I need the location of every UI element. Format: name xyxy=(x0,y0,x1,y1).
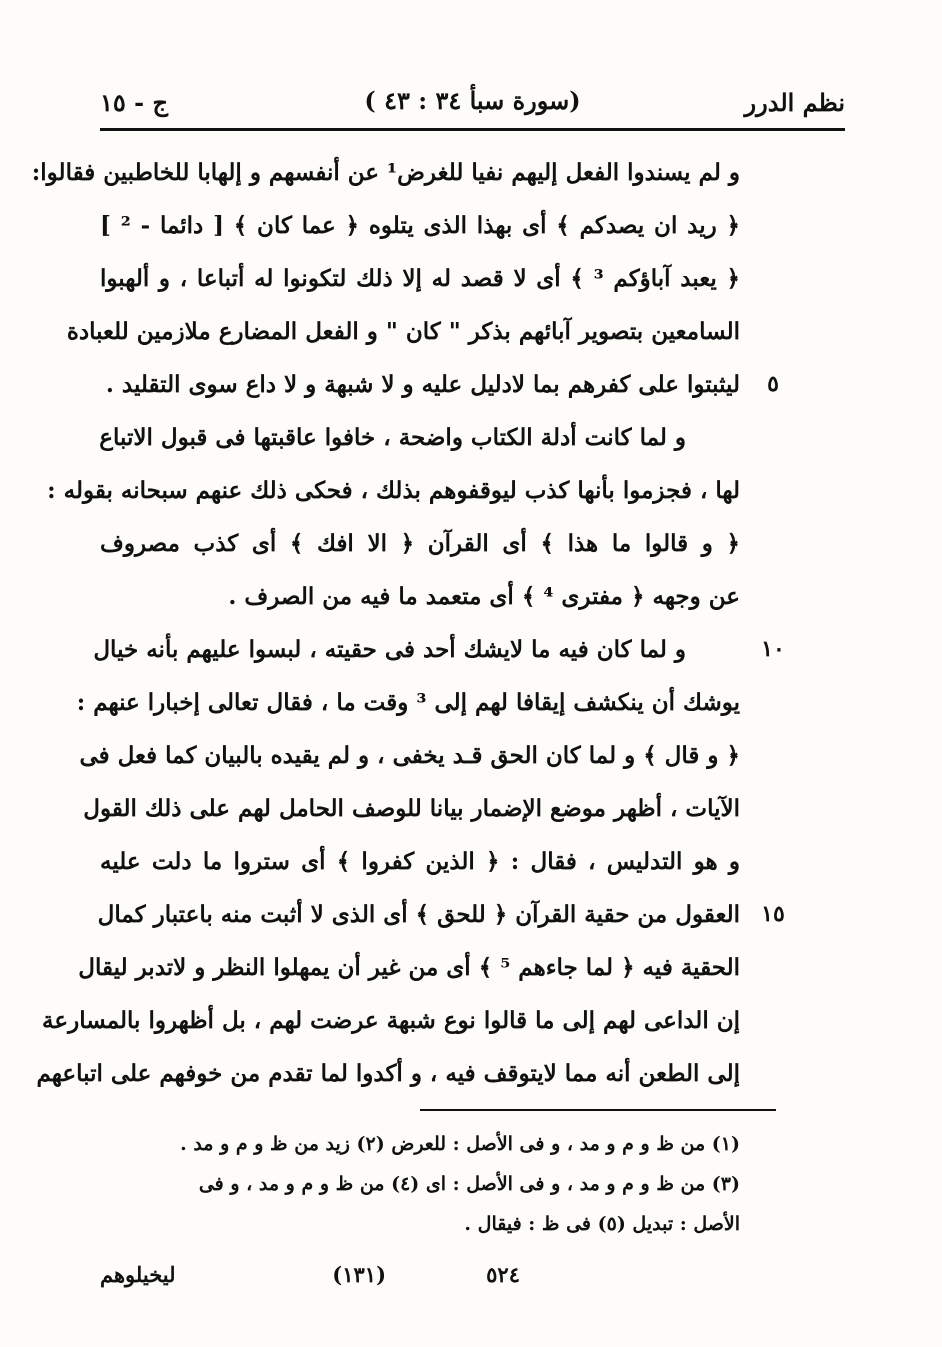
book-title: نظم الدرر xyxy=(744,88,845,117)
text-line: إلى الطعن أنه مما لايتوقف فيه ، و أكدوا لما تقدم من خوفهم على اتباعهم xyxy=(36,1060,740,1087)
line-number-10: ١٠ xyxy=(761,636,785,662)
text-line: لها ، فجزموا بأنها كذب ليوقفوهم بذلك ، فحكى ذلك عنهم سبحانه بقوله : xyxy=(47,477,740,504)
text-line: إن الداعى لهم إلى ما قالوا نوع شبهة عرضت لهم ، بل أظهروا بالمسارعة xyxy=(42,1007,740,1034)
page-footer xyxy=(100,1262,520,1298)
footnote-line: (٣) من ظ و م و مد ، و فى الأصل : اى (٤) من ظ و م و مد ، و فى xyxy=(198,1173,740,1195)
text-line: و لما كان فيه ما لايشك أحد فى حقيته ، لبسوا عليهم بأنه خيال xyxy=(93,636,686,663)
surah-reference: (سورة سبأ ٣٤ : ٤٣ ) xyxy=(364,86,581,115)
body-text xyxy=(31,146,740,1100)
footnote-rule xyxy=(420,1109,776,1111)
footnotes xyxy=(100,1124,740,1244)
text-line: عن وجهه ﴿ مفترى ⁴ ﴾ أى متعمد ما فيه من الصرف . xyxy=(228,583,740,610)
text-line: ﴿ ريد ان يصدكم ﴾ أى بهذا الذى يتلوه ﴿ عما كان ﴾ [ دائما - ² ] xyxy=(100,212,740,239)
text-line: ﴿ و قال ﴾ و لما كان الحق قـد يخفى ، و لم يقيده بالبيان كما فعل فى xyxy=(79,742,740,769)
text-line: و لما كانت أدلة الكتاب واضحة ، خافوا عاقبتها فى قبول الاتباع xyxy=(99,424,686,451)
text-line: السامعين بتصوير آبائهم بذكر " كان " و الفعل المضارع ملازمين للعبادة xyxy=(66,318,740,345)
text-line: ليثبتوا على كفرهم بما لادليل عليه و لا شبهة و لا داع سوى التقليد . xyxy=(105,371,740,398)
text-line: ﴿ يعبد آباؤكم ³ ﴾ أى لا قصد له إلا ذلك لتكونوا له أتباعا ، و ألهبوا xyxy=(100,265,740,292)
footnote-line: الأصل : تبديل (٥) فى ظ : فيقال . xyxy=(464,1213,740,1235)
catchword: ليخيلوهم xyxy=(100,1262,176,1287)
text-line: الآيات ، أظهر موضع الإضمار بيانا للوصف الحامل لهم على ذلك القول xyxy=(83,795,740,822)
text-line: و هو التدليس ، فقال : ﴿ الذين كفروا ﴾ أى ستروا ما دلت عليه xyxy=(100,848,740,875)
text-line: يوشك أن ينكشف إيقافا لهم إلى ³ وقت ما ، فقال تعالى إخبارا عنهم : xyxy=(76,689,740,716)
volume-number: ج - ١٥ xyxy=(100,88,168,117)
running-header xyxy=(100,84,845,124)
text-line: ﴿ و قالوا ما هذا ﴾ أى القرآن ﴿ الا افك ﴾ أى كذب مصروف xyxy=(100,530,740,557)
line-number-15: ١٥ xyxy=(761,901,785,927)
page-number: ٥٢٤ xyxy=(486,1262,520,1287)
text-line: و لم يسندوا الفعل إليهم نفيا للغرض¹ عن أنفسهم و إلهابا للخاطبين فقالوا: xyxy=(31,159,740,186)
text-line: العقول من حقية القرآن ﴿ للحق ﴾ أى الذى لا أثبت منه باعتبار كمال xyxy=(97,901,740,928)
line-number-5: ٥ xyxy=(767,371,779,397)
signature-mark: (١٣١) xyxy=(332,1262,386,1287)
header-rule xyxy=(100,128,845,131)
footnote-line: (١) من ظ و م و مد ، و فى الأصل : للعرض (٢) زيد من ظ و م و مد . xyxy=(180,1133,740,1155)
text-line: الحقية فيه ﴿ لما جاءهم ⁵ ﴾ أى من غير أن يمهلوا النظر و لاتدبر ليقال xyxy=(78,954,740,981)
